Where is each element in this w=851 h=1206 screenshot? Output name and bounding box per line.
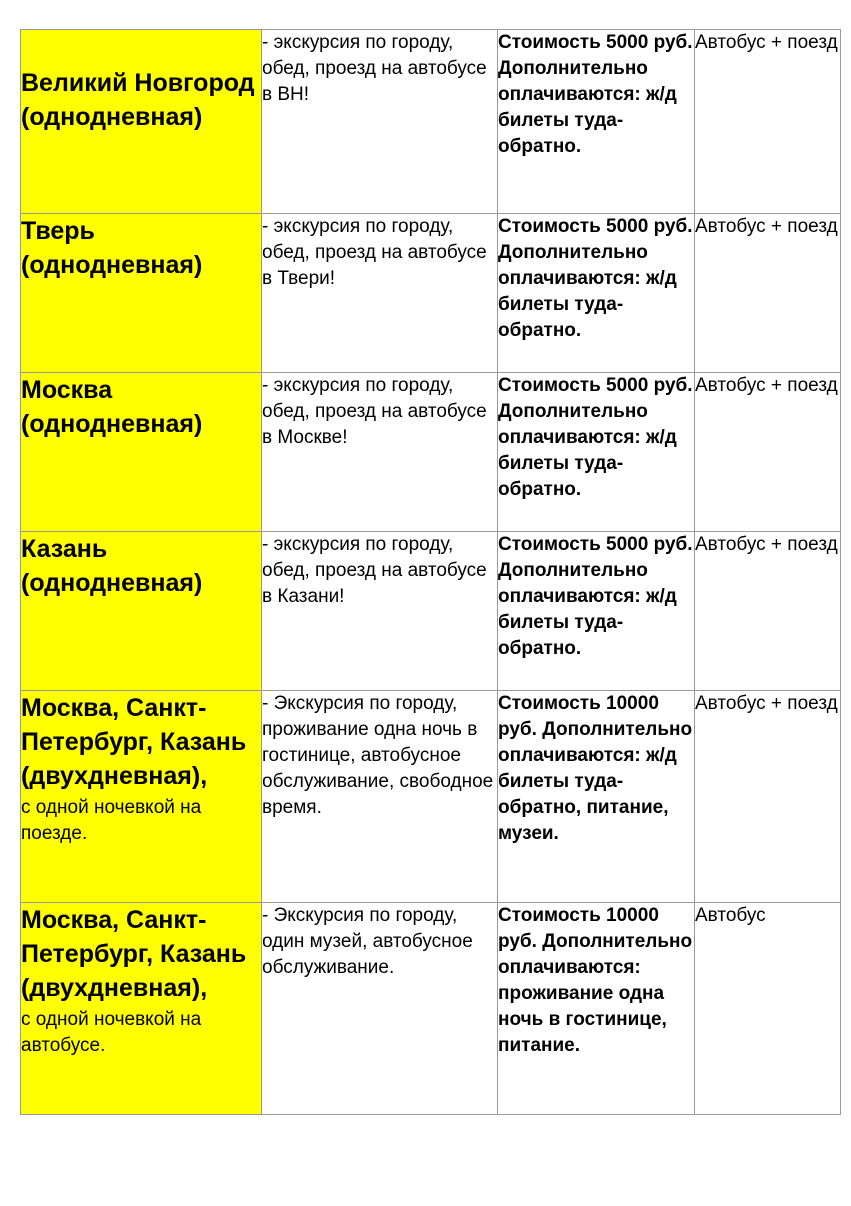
- city-name: Москва, Санкт-Петербург, Казань (двухдневная),: [21, 906, 247, 1002]
- table-row: [21, 373, 841, 532]
- city-name: Москва, Санкт-Петербург, Казань (двухдневная),: [21, 694, 247, 790]
- program-cell: - Экскурсия по городу, один музей, автобусное обслуживание.: [262, 903, 498, 1115]
- program-cell: - экскурсия по городу, обед, проезд на автобусе в ВН!: [262, 30, 498, 214]
- city-note: с одной ночевкой на поезде.: [21, 797, 202, 844]
- price-cell: Стоимость 5000 руб. Дополнительно оплачиваются: ж/д билеты туда-обратно.: [498, 30, 695, 214]
- city-cell: [21, 903, 262, 1115]
- table-row: [21, 532, 841, 691]
- table-row: [21, 691, 841, 903]
- city-name: Великий Новгород (однодневная): [21, 69, 255, 131]
- program-cell: - экскурсия по городу, обед, проезд на автобусе в Москве!: [262, 373, 498, 532]
- city-cell: [21, 532, 262, 691]
- price-cell: Стоимость 5000 руб. Дополнительно оплачиваются: ж/д билеты туда-обратно.: [498, 373, 695, 532]
- city-cell: [21, 214, 262, 373]
- city-name: Москва (однодневная): [21, 376, 203, 438]
- transport-cell: Автобус + поезд: [695, 691, 841, 903]
- city-cell: [21, 373, 262, 532]
- price-cell: Стоимость 10000 руб. Дополнительно оплачиваются: ж/д билеты туда-обратно, питание, музеи.: [498, 691, 695, 903]
- tours-table: [20, 29, 841, 1115]
- price-cell: Стоимость 5000 руб. Дополнительно оплачиваются: ж/д билеты туда-обратно.: [498, 214, 695, 373]
- table-row: [21, 903, 841, 1115]
- transport-cell: Автобус + поезд: [695, 214, 841, 373]
- price-cell: Стоимость 10000 руб. Дополнительно оплачиваются: проживание одна ночь в гостинице, питание.: [498, 903, 695, 1115]
- city-cell: [21, 691, 262, 903]
- transport-cell: Автобус + поезд: [695, 30, 841, 214]
- city-cell: [21, 30, 262, 214]
- table-row: [21, 214, 841, 373]
- city-name: Тверь (однодневная): [21, 217, 203, 279]
- transport-cell: Автобус: [695, 903, 841, 1115]
- table-row: [21, 30, 841, 214]
- program-cell: - Экскурсия по городу, проживание одна ночь в гостинице, автобусное обслуживание, свободное время.: [262, 691, 498, 903]
- transport-cell: Автобус + поезд: [695, 373, 841, 532]
- city-name: Казань (однодневная): [21, 535, 203, 597]
- transport-cell: Автобус + поезд: [695, 532, 841, 691]
- program-cell: - экскурсия по городу, обед, проезд на автобусе в Казани!: [262, 532, 498, 691]
- city-note: с одной ночевкой на автобусе.: [21, 1009, 202, 1056]
- program-cell: - экскурсия по городу, обед, проезд на автобусе в Твери!: [262, 214, 498, 373]
- price-cell: Стоимость 5000 руб. Дополнительно оплачиваются: ж/д билеты туда-обратно.: [498, 532, 695, 691]
